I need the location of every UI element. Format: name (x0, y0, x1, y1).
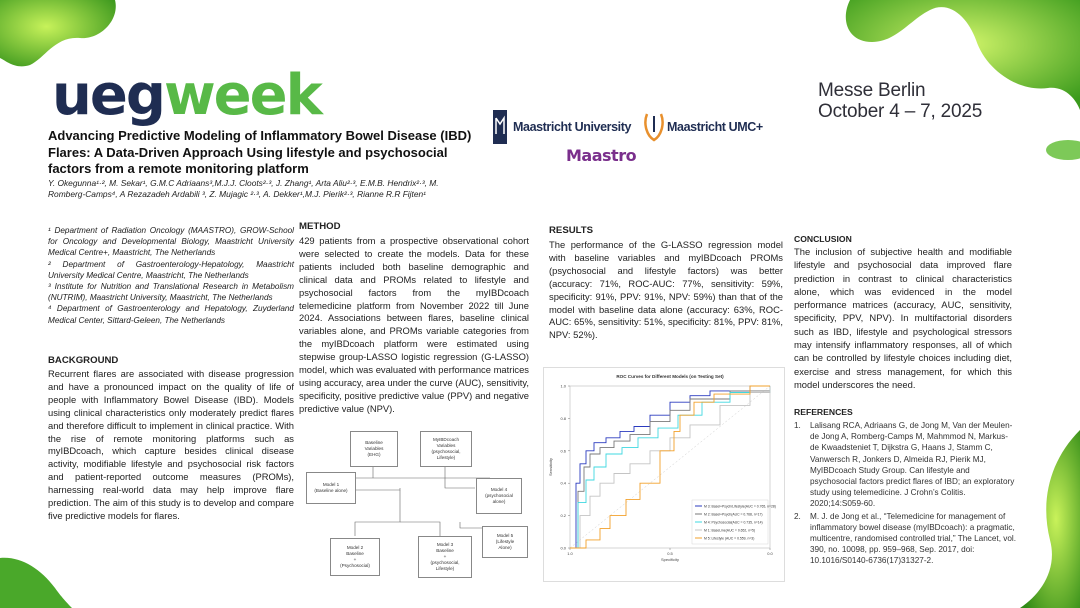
conclusion-heading: CONCLUSION (794, 234, 852, 244)
diagram-model1-box: Model 1 (Baseline alone) (306, 472, 356, 504)
background-heading: BACKGROUND (48, 355, 119, 366)
maastricht-university-icon (493, 110, 509, 144)
reference-item: 2. M. J. de Jong et al., “Telemedicine for management of inflammatory bowel disease (myIBDcoach): a pragmatic, multicentre, randomised controlled trial,” The Lancet, vol. 390, no. 10098, pp. 959–968, Sep. 2017, doi: 10.1016/S0140-6736(17)31327-2. (794, 511, 1016, 566)
legend-entry: M 1: BaseLine(AUC = 0.652, n=5) (704, 528, 756, 533)
references-list (794, 420, 1016, 568)
y-tick-label: 0.0 (560, 545, 566, 551)
roc-chart-svg (544, 368, 784, 581)
y-tick-label: 0.4 (560, 480, 566, 486)
maastro-logo: Maastro (566, 146, 637, 165)
y-axis-label: Sensitivity (548, 457, 553, 477)
maastricht-logos (493, 110, 763, 144)
diagram-model3-box: Model 3 Baseline + (psychosocial, Lifestyle) (418, 536, 472, 578)
mumc-icon (643, 110, 665, 144)
event-dates: October 4 – 7, 2025 (818, 101, 983, 122)
diagram-model5-box: Model 5 (Lifestyle Alone) (482, 526, 528, 558)
maastricht-university-label: Maastricht University (513, 120, 632, 134)
results-heading: RESULTS (549, 225, 594, 236)
reference-item: 1. Lalisang RCA, Adriaans G, de Jong M, Van der Meulen-de Jong A, Romberg-Camps M, Mahmmod N, Markus-de Kwaadsteniet T, Dijkstra G, Haans J, Stamm C, Vanwersch R, Jonkers D, Almeida RJ, Pierik MJ, MyIBDcoach Study Group. Can lifestyle and psychosocial factors predict flares of IBD; an exploratory study using telemedicine. J Crohn’s Colitis. 2020;14:S059-60. (794, 421, 1015, 509)
references-heading: REFERENCES (794, 407, 853, 417)
x-tick-label: 1.0 (567, 551, 573, 556)
affiliations (48, 225, 294, 326)
affiliation-1: ¹ Department of Radiation Oncology (MAASTRO), GROW-School for Oncology and Developmental Biology, Maastricht University Medical Centre+, Maastricht, The Netherlands (48, 226, 294, 258)
diagram-baseline-box: Baseline Variables (EHG) (350, 431, 398, 467)
affiliation-2: ² Department of Gastroenterology-Hepatology, Maastricht University Medical Centre, Maastricht, The Netherlands (48, 259, 294, 280)
method-heading: METHOD (299, 221, 341, 232)
results-text: The performance of the G-LASSO regression model with baseline variables and myIBDcoach PROMs (psychosocial and lifestyle factors) was better (accuracy: 71%, ROC-AUC: 77%, sensitivity: 59%, specificity: 91%, PPV: 91%, NPV: 59%) than that of the model with baseline data alone (accuracy: 63%, ROC-AUC: 65%, sensitivity: 51%, specificity: 81%, PPV: 81%, NPV: 52%). (549, 239, 783, 341)
chart-title: ROC Curves for Different Models (on Testing Set) (616, 374, 724, 379)
author-list: Y. Okegunna¹·², M. Sekar¹, G.M.C Adriaans³,M.J.J. Cloots²·³, J. Zhang¹, Arta Aliu²·³, E.M.B. Hendrix²·³, M. Romberg-Camps⁴, A Rezazadeh Ardabili ³, Z. Mujagic ²·³, A. Dekker¹,M.J. Pierik²·³, Rianne R.R Fijten¹ (48, 178, 439, 200)
conclusion-text: The inclusion of subjective health and modifiable lifestyle and psychosocial data improved flare prediction in contrast to clinical characteristics alone, which was evidenced in the model performance matrices (accuracy, AUC, sensitivity, specificity, PPV, NPV). In multifactorial disorders such as IBD, lifestyle and psychological stressors may intensify inflammatory responses, all of which can be controlled by lifestyle choices including diet, exercise and stress management, for which this model underscores the need. (794, 246, 1012, 390)
legend-entry: M 2: Basel+Psych(AUC = 0.768, n=17) (704, 512, 763, 517)
background-text: Recurrent flares are associated with disease progression and have a pronounced impact on the quality of life of people with Inflammatory Bowel Disease (IBD). Models using clinical characteristics only moderately predict flares and therefore difficult to implement in clinical practice. With the rise of remote monitoring platforms such as myIBDcoach, which capture besides clinical disease activity, modifiable lifestyle and psychosocial risk factors and patient-reported outcome measures (PROMs), harnessing real-world data may help improve flare prediction. The aim of this study is to develop and compare five predictive models for flares. (48, 368, 294, 521)
legend-entry: M 3: Basel+Psych/Lifestyle(AUC = 0.765, n=28) (704, 504, 776, 509)
model-flow-diagram (300, 428, 530, 578)
event-info (818, 80, 982, 122)
decor-green-blob-bottom-left (0, 548, 90, 608)
event-venue: Messe Berlin (818, 80, 926, 101)
y-tick-label: 0.6 (560, 448, 566, 454)
diagram-model2-box: Model 2 Baseline + (Psychosocial) (330, 538, 380, 576)
legend-entry: M 4: Psychosocial(AUC = 0.735, n=14) (704, 520, 763, 525)
diagram-model4-box: Model 4 (psychosocial alone) (476, 478, 522, 514)
legend-entry: M 5: Lifestyle (AUC = 0.559, n=3) (704, 536, 755, 541)
affiliation-4: ⁴ Department of Gastroenterology and Hepatology, Zuyderland Medical Center, Sittard-Geleen, The Netherlands (48, 304, 294, 325)
y-tick-label: 0.2 (560, 513, 566, 519)
affiliation-3: ³ Institute for Nutrition and Translational Research in Metabolism (NUTRIM), Maastricht University, Maastricht, The Netherlands (48, 282, 294, 303)
x-axis-label: Specificity (660, 557, 680, 562)
ueg-week-logo: uegweek (52, 63, 321, 128)
diagram-myibdcoach-box: MyIBDcoach Variables (psychosocial, Lifestyle) (420, 431, 472, 467)
y-tick-label: 1.0 (560, 383, 566, 389)
x-tick-label: 0.5 (667, 551, 673, 556)
y-tick-label: 0.8 (560, 415, 566, 421)
roc-chart (543, 367, 785, 582)
method-text: 429 patients from a prospective observational cohort were selected to create the models. Data for these patients included both baseline demographic and clinical data and PROMs related to lifestyle and psychosocial factors from the myIBDcoach telemedicine platform from November 2022 till June 2024. Associations between flares, baseline clinical variables alone, and PROMs variable categories from the myIBDcoach platform were estimated using stepwise group-LASSO logistic regression (G-LASSO) model, which was evaluated with performance matrices using accuracy, area under the curve (AUC), sensitivity, specificity, positive predictive value (PPV) and negative predictive value (NPV). (299, 235, 529, 414)
x-tick-label: 0.0 (767, 551, 773, 556)
mumc-label: Maastricht UMC+ (667, 120, 763, 134)
poster-title: Advancing Predictive Modeling of Inflammatory Bowel Disease (IBD) Flares: A Data-Driven Approach Using lifestyle and psychosocial factors from a remote monitoring platform (48, 128, 472, 176)
